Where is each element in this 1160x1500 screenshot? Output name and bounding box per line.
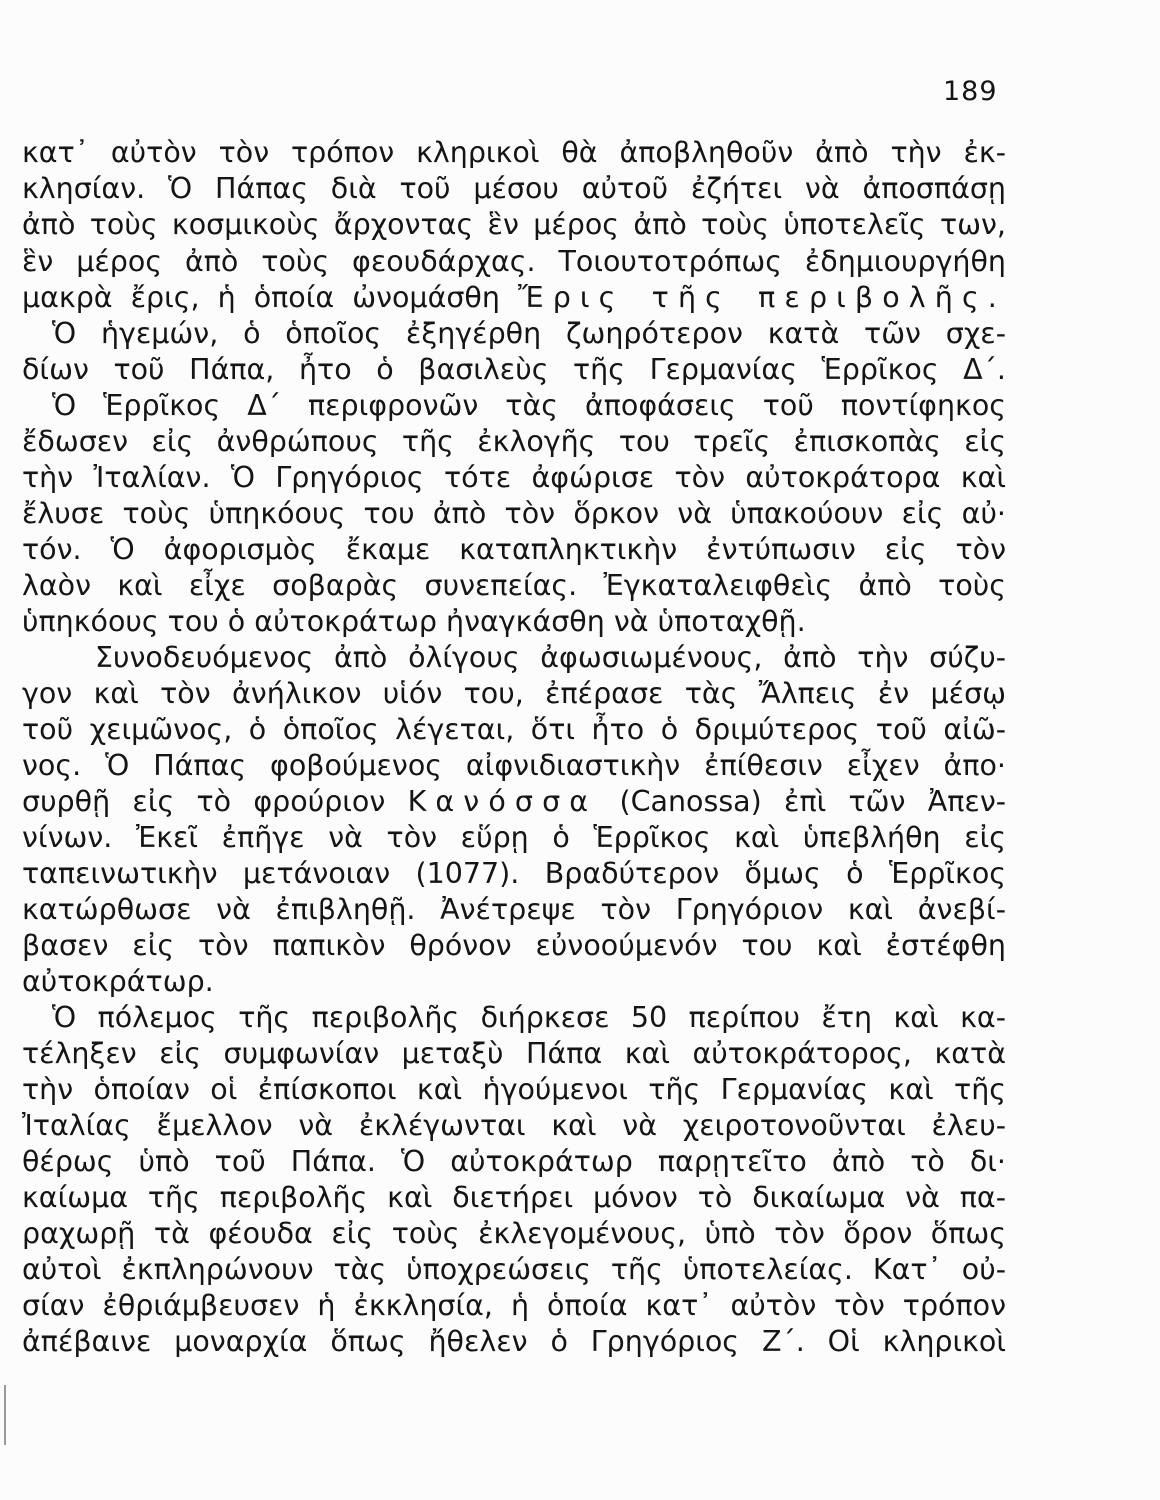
text-line: τοῦ χειμῶνος, ὁ ὁποῖος λέγεται, ὅτι ἦτο ὁ δριμύτερος τοῦ αἰῶ- bbox=[22, 713, 1006, 746]
text-line: αὐτοκράτωρ. bbox=[22, 965, 214, 998]
text-line: ραχωρῇ τὰ φέουδα εἰς τοὺς ἐκλεγομένους, ὑπὸ τὸν ὅρον ὅπως bbox=[22, 1217, 1006, 1250]
scan-edge-mark bbox=[4, 1385, 6, 1445]
text-line: τὴν Ἰταλίαν. Ὁ Γρηγόριος τότε ἀφώρισε τὸν αὐτοκράτορα καὶ bbox=[22, 461, 1006, 494]
text-line: νος. Ὁ Πάπας φοβούμενος αἰφνιδιαστικὴν ἐπίθεσιν εἶχεν ἀπο· bbox=[22, 749, 1006, 782]
text-line: κλησίαν. Ὁ Πάπας διὰ τοῦ μέσου αὐτοῦ ἐζήτει νὰ ἀποσπάσῃ bbox=[22, 172, 1006, 205]
text-line: κατ᾽ αὐτὸν τὸν τρόπον κληρικοὶ θὰ ἀποβληθοῦν ἀπὸ τὴν ἐκ- bbox=[22, 136, 1006, 169]
text-line: Ὁ Ἑρρῖκος Δ΄ περιφρονῶν τὰς ἀποφάσεις τοῦ ποντίφηκος bbox=[52, 389, 1006, 422]
text-line: Ὁ ἡγεμών, ὁ ὁποῖος ἐξηγέρθη ζωηρότερον κατὰ τῶν σχε- bbox=[52, 317, 1006, 350]
spaced-term: Κανόσσα bbox=[407, 785, 598, 818]
text-line: Συνοδευόμενος ἀπὸ ὀλίγους ἀφωσιωμένους, ἀπὸ τὴν σύζυ- bbox=[95, 641, 1006, 674]
text-line: σίαν ἐθριάμβευσεν ἡ ἐκκλησία, ἡ ὁποία κατ᾽ αὐτὸν τὸν τρόπον bbox=[22, 1289, 1006, 1322]
text-line: γον καὶ τὸν ἀνήλικον υἱόν του, ἐπέρασε τὰς Ἄλπεις ἐν μέσῳ bbox=[22, 677, 1006, 710]
text-line-with-spaced-term bbox=[22, 784, 1006, 820]
text-line: ἀπὸ τοὺς κοσμικοὺς ἄρχοντας ἓν μέρος ἀπὸ τοὺς ὑποτελεῖς των, bbox=[22, 208, 1006, 241]
spaced-term: Ἔρις τῆς περιβολῆς. bbox=[517, 281, 1006, 314]
text-line: νίνων. Ἐκεῖ ἐπῆγε νὰ τὸν εὕρῃ ὁ Ἑρρῖκος καὶ ὑπεβλήθη εἰς bbox=[22, 821, 1006, 854]
text-segment: μακρὰ ἔρις, ἡ ὁποία ὠνομάσθη bbox=[22, 281, 500, 314]
text-segment: συρθῇ εἰς τὸ φρούριον bbox=[22, 785, 386, 818]
text-line: ἔδωσεν εἰς ἀνθρώπους τῆς ἐκλογῆς του τρεῖς ἐπισκοπὰς εἰς bbox=[22, 425, 1006, 458]
text-line: Ὁ πόλεμος τῆς περιβολῆς διήρκεσε 50 περίπου ἔτη καὶ κα- bbox=[52, 1001, 1006, 1034]
text-line: ὑπηκόους του ὁ αὐτοκράτωρ ἠναγκάσθη νὰ ὑποταχθῇ. bbox=[22, 605, 806, 638]
text-line: κατώρθωσε νὰ ἐπιβληθῇ. Ἀνέτρεψε τὸν Γρηγόριον καὶ ἀνεβί- bbox=[22, 893, 1006, 926]
text-line: βασεν εἰς τὸν παπικὸν θρόνον εὐνοούμενόν του καὶ ἐστέφθη bbox=[22, 929, 1006, 962]
text-line: ἔλυσε τοὺς ὑπηκόους του ἀπὸ τὸν ὅρκον νὰ ὑπακούουν εἰς αὐ· bbox=[22, 497, 1006, 530]
text-line: θέρως ὑπὸ τοῦ Πάπα. Ὁ αὐτοκράτωρ παρῃτεῖτο ἀπὸ τὸ δι· bbox=[22, 1145, 1006, 1178]
text-line: καίωμα τῆς περιβολῆς καὶ διετήρει μόνον τὸ δικαίωμα νὰ πα- bbox=[22, 1181, 1006, 1214]
text-line: λαὸν καὶ εἶχε σοβαρὰς συνεπείας. Ἐγκαταλειφθεὶς ἀπὸ τοὺς bbox=[22, 569, 1006, 602]
text-line: τόν. Ὁ ἀφορισμὸς ἔκαμε καταπληκτικὴν ἐντύπωσιν εἰς τὸν bbox=[22, 533, 1006, 566]
text-line: ταπεινωτικὴν μετάνοιαν (1077). Βραδύτερον ὅμως ὁ Ἑρρῖκος bbox=[22, 857, 1006, 890]
text-line: Ἰταλίας ἔμελλον νὰ ἐκλέγωνται καὶ νὰ χειροτονοῦνται ἐλευ- bbox=[22, 1109, 1006, 1142]
text-line: αὐτοὶ ἐκπληρώνουν τὰς ὑποχρεώσεις τῆς ὑποτελείας. Κατ᾽ οὐ- bbox=[22, 1253, 1006, 1286]
text-line: ἓν μέρος ἀπὸ τοὺς φεουδάρχας. Τοιουτοτρόπως ἐδημιουργήθη bbox=[22, 245, 1006, 278]
page-number: 189 bbox=[943, 76, 998, 107]
text-line: τέληξεν εἰς συμφωνίαν μεταξὺ Πάπα καὶ αὐτοκράτορος, κατὰ bbox=[22, 1037, 1006, 1070]
text-line-with-spaced-term bbox=[22, 280, 1006, 316]
text-segment: (Canossa) ἐπὶ τῶν Ἀπεν- bbox=[619, 785, 1007, 818]
text-line: δίων τοῦ Πάπα, ἦτο ὁ βασιλεὺς τῆς Γερμανίας Ἑρρῖκος Δ΄. bbox=[22, 353, 1006, 386]
text-line: ἀπέβαινε μοναρχία ὅπως ἤθελεν ὁ Γρηγόριος Ζ΄. Οἱ κληρικοὶ bbox=[22, 1325, 1006, 1358]
text-line: τὴν ὁποίαν οἱ ἐπίσκοποι καὶ ἡγούμενοι τῆς Γερμανίας καὶ τῆς bbox=[22, 1073, 1006, 1106]
